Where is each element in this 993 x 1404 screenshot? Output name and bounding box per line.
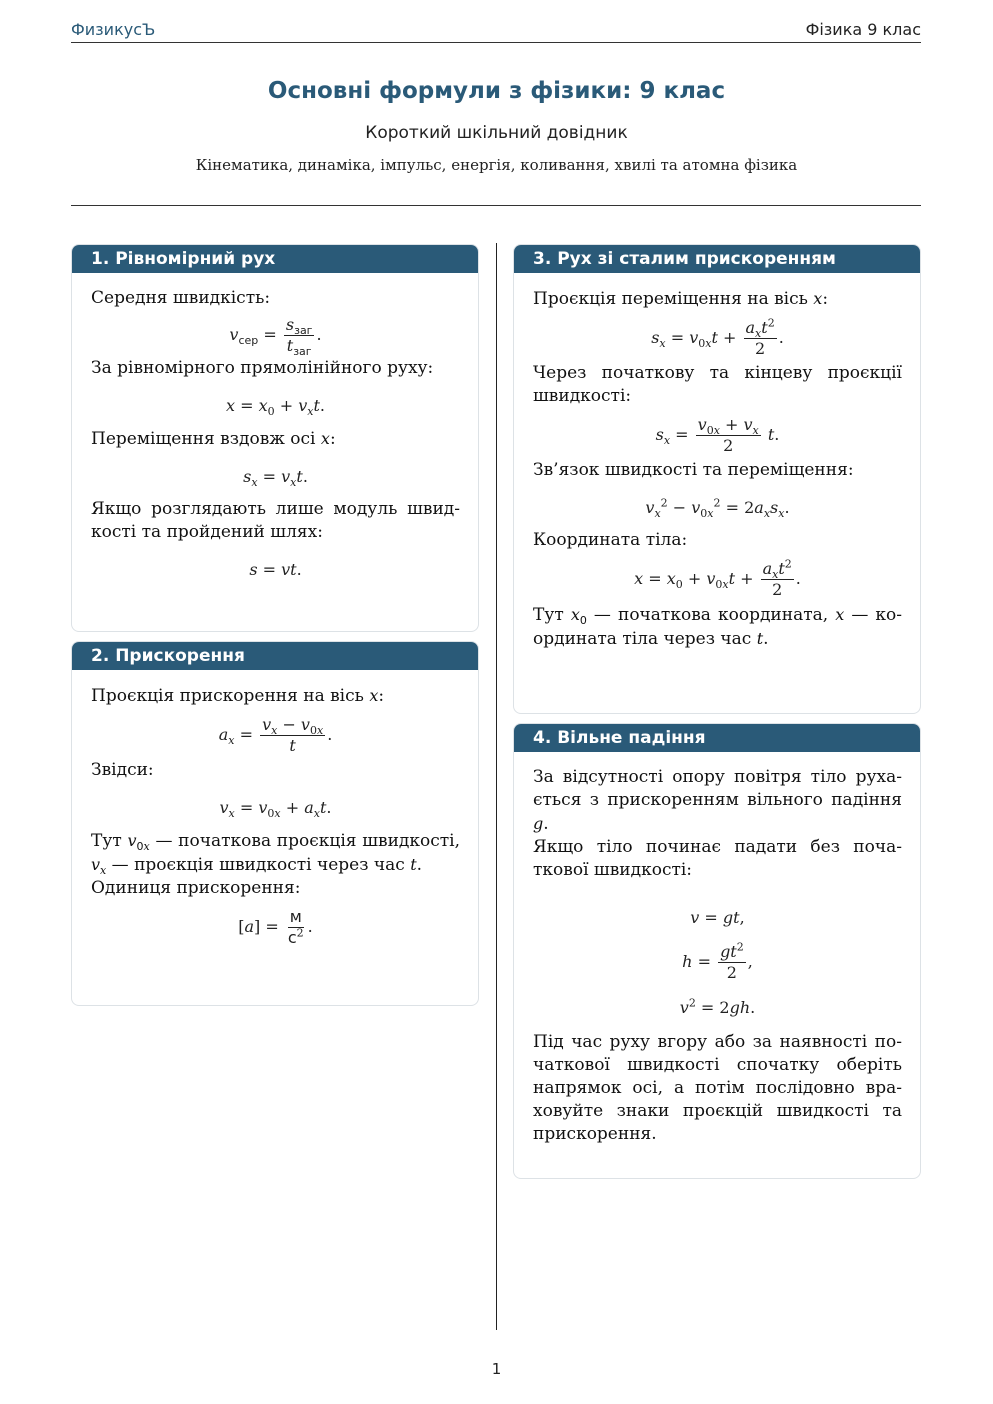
text-average-speed: Середня швидкість: [91, 288, 271, 308]
page-tagline: Кінематика, динаміка, імпульс, енергія, коливання, хвилі та атомна фізика [195, 156, 798, 174]
text-through-velocities: Через початкову та кінцеву проєкції швидкості: [533, 363, 902, 406]
text-acceleration-unit: Одиниця прискорення: [91, 878, 301, 898]
formula-free-fall-velocity: v = gt, [690, 908, 745, 927]
page-subtitle: Короткий шкільний довідник [365, 123, 628, 143]
text-displacement-projection: Проєкція переміщення на вісь x: [533, 289, 829, 309]
formula-displacement-accel: $s_x = v_{0x}t$ + $\frac{a_xt^2}{2}$ . [651, 316, 784, 358]
header-course: Фізика 9 клас [805, 20, 921, 39]
text-acceleration-projection: Проєкція прискорення на вісь x: [91, 686, 385, 706]
text-hence: Звідси: [91, 760, 154, 780]
page-title: Основні формули з фізики: 9 клас [267, 78, 726, 104]
text-body-coordinate: Координата тіла: [533, 530, 688, 550]
section-title: 1. Рівномірний рух [72, 245, 478, 273]
formula-acceleration: $a_x$ = $\frac{v_x - v_{0x}}{t}$ . [218, 715, 333, 755]
text-coordinate-note: Тут $x_0$ — початкова координата, x — координата тіла через час t. [533, 605, 903, 649]
formula-acceleration-unit: [a] = $\frac{м}{с^2}$ . [238, 907, 313, 947]
formula-distance: s = vt. [249, 560, 302, 579]
formula-average-speed: $v_{сер}$ = $\frac{s_{заг}}{t_{заг}}$ . [229, 315, 322, 359]
formula-free-fall-height: h = $\frac{gt^2}{2}$ , [682, 940, 753, 982]
formula-velocity: $v_x = v_{0x} + a_xt$. [219, 798, 332, 821]
section-title: 4. Вільне падіння [514, 724, 920, 752]
formula-displacement-avg: $s_x$ = $\frac{v_{0x} + v_x}{2}$ t. [655, 415, 780, 455]
header-rule [71, 42, 921, 43]
section-free-fall [513, 723, 921, 1179]
text-displacement: Переміщення вздовж осі x: [91, 429, 336, 449]
section-uniform-motion [71, 244, 479, 632]
text-upward-motion: Під час руху вгору або за наявності початкової швидкості спочатку оберіть напрямок осі, а потім послідовно враховуйте знаки проєкцій швидкості та прискорення. [533, 1032, 902, 1144]
text-uniform-motion: За рівномірного прямолінійного руху: [91, 358, 434, 378]
formula-free-fall-energy: $v^2 = 2gh$. [679, 996, 756, 1017]
text-no-initial-speed: Якщо тіло починає падати без початкової швидкості: [533, 837, 902, 880]
text-free-fall-intro: За відсутності опору повітря тіло рухається з прискоренням вільного падіння g. [533, 767, 902, 834]
text-velocity-displacement: Зв’язок швидкості та переміщення: [533, 460, 854, 480]
text-speed-modulus: Якщо розглядають лише модуль швидкості та пройдений шлях: [91, 499, 460, 542]
column-separator [496, 243, 497, 1330]
section-title: 2. Прискорення [72, 642, 478, 670]
formula-body-coordinate: $x = x_0 + v_{0x}t$ + $\frac{a_xt^2}{2}$ . [634, 557, 801, 599]
formula-velocity-displacement: $v_x^2 - v_{0x}^2 = 2a_xs_x$. [645, 496, 790, 521]
title-rule [71, 205, 921, 206]
section-title: 3. Рух зі сталим прискоренням [514, 245, 920, 273]
header-brand: ФизикусЪ [71, 20, 156, 39]
section-acceleration [71, 641, 479, 1006]
formula-coordinate: $x = x_0 + v_xt$. [226, 396, 325, 419]
section-constant-acceleration [513, 244, 921, 714]
text-velocity-note: Тут $v_{0x}$ — початкова проєкція швидкості, $v_x$ — проєкція швидкості через час t. [91, 831, 460, 878]
page-number: 1 [491, 1360, 502, 1378]
formula-displacement: $s_x = v_xt$. [243, 467, 308, 490]
